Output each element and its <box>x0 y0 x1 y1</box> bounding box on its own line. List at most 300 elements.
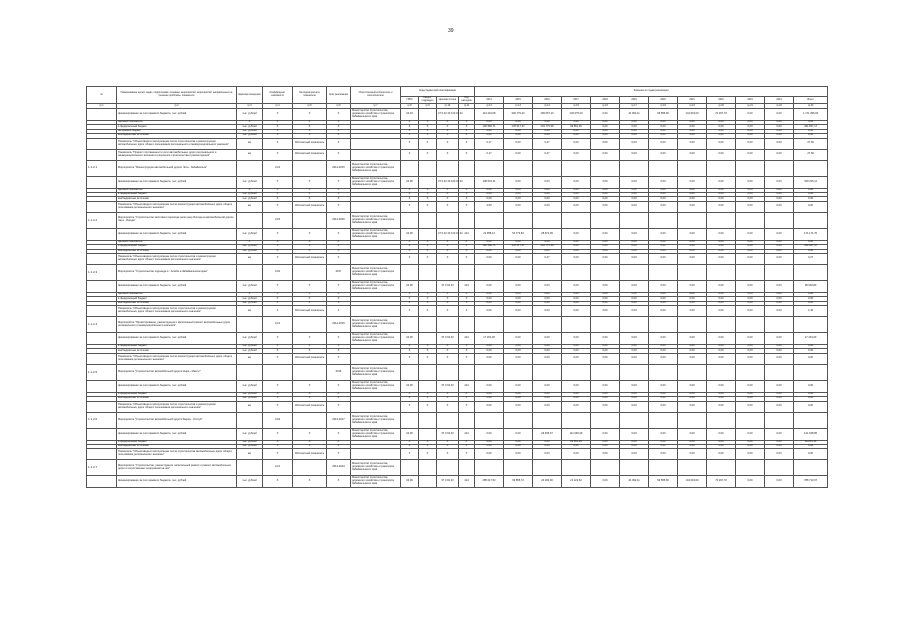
row-value: 0,00 <box>562 349 591 353</box>
row-value: 0,00 <box>562 245 591 249</box>
row-code: 1.1.2.5 <box>87 364 117 380</box>
row-value: 0,00 <box>649 197 678 201</box>
row-razdel: Х <box>419 297 437 301</box>
table-row <box>87 306 828 317</box>
row-target-article: Х <box>437 192 459 196</box>
row-method <box>293 412 327 428</box>
row-value: 0,00 <box>504 428 533 440</box>
row-value <box>678 317 707 333</box>
row-target-article: 37 0 02 43 <box>437 333 459 345</box>
row-value: 0,00 <box>707 353 736 364</box>
row-expense-type: 414 <box>459 280 475 292</box>
row-method <box>293 364 327 380</box>
column-index-cell: гр.4 <box>263 104 293 109</box>
row-value: 0,00 <box>504 129 533 133</box>
row-period: 2014-2015 <box>327 317 351 333</box>
row-value: 171 171,70 <box>794 228 828 240</box>
row-unit: км <box>237 253 263 264</box>
row-value: 0,00 <box>678 333 707 345</box>
row-value: 0,00 <box>649 188 678 192</box>
row-value: 0,00 <box>765 253 794 264</box>
row-value <box>620 160 649 176</box>
row-expense-type: 414 <box>459 380 475 392</box>
row-value: 0,00 <box>649 176 678 188</box>
row-value: 0,27 <box>794 253 828 264</box>
row-value: 0,00 <box>504 349 533 353</box>
row-value: 100 580,71 <box>475 125 504 129</box>
row-unit: тыс. рублей <box>237 134 263 138</box>
row-name: Показатель "Объем ввода в эксплуатацию после строительства и реконструкции автомобильных дорог общего пользования регионального и межмуниципального значения" <box>117 138 237 149</box>
row-grbs <box>401 212 419 228</box>
row-value <box>707 364 736 380</box>
row-value: 0,00 <box>707 129 736 133</box>
row-value: 0,00 <box>649 306 678 317</box>
row-target-article: Х <box>437 401 459 412</box>
row-value: 0,00 <box>591 109 620 121</box>
row-method <box>293 212 327 228</box>
row-razdel: Х <box>419 349 437 353</box>
row-razdel: Х <box>419 125 437 129</box>
row-expense-type: Х <box>459 249 475 253</box>
row-value: 0,00 <box>765 353 794 364</box>
table-row <box>87 264 828 280</box>
row-expense-type: Х <box>459 129 475 133</box>
row-value <box>707 317 736 333</box>
row-unit: Х <box>237 188 263 192</box>
row-executor: Министерство строительства, дорожного хозяйства и транспорта Забайкальского края <box>351 176 401 188</box>
table-body <box>87 104 828 488</box>
row-value: 0,00 <box>765 192 794 196</box>
row-value: 0,00 <box>475 449 504 460</box>
subheader-cell: 2022 <box>707 97 736 104</box>
row-target-article <box>437 212 459 228</box>
row-unit: тыс. рублей <box>237 197 263 201</box>
row-value: 0,00 <box>504 192 533 196</box>
row-value: 0,00 <box>620 125 649 129</box>
table-row <box>87 460 828 476</box>
col-coef: Коэффициент значимости <box>263 87 293 104</box>
row-name: Целевой показатель <box>117 121 237 125</box>
row-target-article <box>437 412 459 428</box>
row-value: 0,00 <box>736 149 765 160</box>
row-razdel <box>419 333 437 345</box>
row-value: 0,00 <box>591 201 620 212</box>
row-value: 0,00 <box>533 349 562 353</box>
row-value: 0,00 <box>736 228 765 240</box>
row-value: 0,00 <box>533 134 562 138</box>
row-value: 0,00 <box>765 445 794 449</box>
row-period: Х <box>327 134 351 138</box>
column-index-cell: гр.14 <box>533 104 562 109</box>
row-value: 0,00 <box>620 380 649 392</box>
row-value <box>707 264 736 280</box>
row-expense-type: Х <box>459 306 475 317</box>
row-value: 0,00 <box>678 134 707 138</box>
row-value: 0,00 <box>649 138 678 149</box>
row-coef: Х <box>263 440 293 444</box>
row-value: 0,00 <box>707 188 736 192</box>
row-target-article: Х <box>437 149 459 160</box>
row-value: 0,00 <box>794 134 828 138</box>
row-value: 0,00 <box>678 380 707 392</box>
row-value: 0,00 <box>504 297 533 301</box>
row-value: 0,00 <box>794 192 828 196</box>
row-value: 0,00 <box>504 121 533 125</box>
row-value: 0,00 <box>649 445 678 449</box>
row-value: 0,00 <box>504 149 533 160</box>
row-period: Х <box>327 297 351 301</box>
row-grbs: Х <box>401 353 419 364</box>
row-value <box>765 264 794 280</box>
row-value: 0,00 <box>678 301 707 305</box>
row-value: 0,00 <box>475 129 504 133</box>
row-period: Х <box>327 176 351 188</box>
row-value: 0,00 <box>678 240 707 244</box>
row-unit: тыс. рублей <box>237 345 263 349</box>
row-value: 0,00 <box>736 280 765 292</box>
row-period: Х <box>327 253 351 264</box>
row-method: Х <box>293 129 327 133</box>
row-executor <box>351 306 401 317</box>
row-expense-type: 414 <box>459 476 475 488</box>
row-razdel <box>419 380 437 392</box>
row-executor: Министерство строительства, дорожного хозяйства и транспорта Забайкальского края <box>351 228 401 240</box>
row-period: Х <box>327 188 351 192</box>
row-value: 70 297,70 <box>707 476 736 488</box>
row-razdel: Х <box>419 129 437 133</box>
column-index-cell: гр.18 <box>649 104 678 109</box>
row-value: 0,00 <box>794 349 828 353</box>
row-coef: Х <box>263 345 293 349</box>
row-value: 0,00 <box>533 176 562 188</box>
row-value: 0,00 <box>765 349 794 353</box>
row-value: 0,00 <box>678 125 707 129</box>
column-index-cell: гр.19 <box>678 104 707 109</box>
row-period: Х <box>327 149 351 160</box>
row-value: 0,00 <box>475 306 504 317</box>
row-value: 0,00 <box>591 297 620 301</box>
row-value: 113 419,68 <box>475 109 504 121</box>
row-name: Мероприятие "Строительство мостового перехода через реку Ингода на автомобильной дороге Чита - Ингода" <box>117 212 237 228</box>
row-unit: тыс. рублей <box>237 392 263 396</box>
row-coef: Х <box>263 138 293 149</box>
row-value: 0,00 <box>591 476 620 488</box>
row-coef: Х <box>263 306 293 317</box>
row-period: Х <box>327 392 351 396</box>
row-grbs: Х <box>401 125 419 129</box>
row-expense-type: Х <box>459 345 475 349</box>
row-value: 0,00 <box>649 401 678 412</box>
row-target-article: Х <box>437 345 459 349</box>
row-value <box>794 364 828 380</box>
row-grbs: Х <box>401 134 419 138</box>
row-value: 0,00 <box>620 297 649 301</box>
row-expense-type <box>459 412 475 428</box>
row-expense-type <box>459 460 475 476</box>
row-value: 0,00 <box>620 392 649 396</box>
row-target-article: Х <box>437 292 459 296</box>
row-value: 0,00 <box>707 440 736 444</box>
row-value: 0,00 <box>765 345 794 349</box>
row-coef: Х <box>263 176 293 188</box>
row-value: 0,00 <box>591 428 620 440</box>
row-method: Х <box>293 476 327 488</box>
row-value: 0,00 <box>562 353 591 364</box>
row-value <box>620 317 649 333</box>
row-value: 0,00 <box>678 121 707 125</box>
row-coef <box>263 364 293 380</box>
row-value: 0,00 <box>475 134 504 138</box>
row-code: 1.1.2.4 <box>87 317 117 333</box>
row-value: 0,00 <box>794 121 828 125</box>
row-value: 0,00 <box>707 138 736 149</box>
row-value: 0,00 <box>794 197 828 201</box>
row-value: 0,00 <box>765 109 794 121</box>
row-value: 0,00 <box>475 121 504 125</box>
row-code <box>87 149 117 160</box>
row-value: 0,00 <box>475 428 504 440</box>
row-target-article: 37 0 02 43 120 01 43 <box>437 228 459 240</box>
row-target-article: Х <box>437 121 459 125</box>
row-value: 0,00 <box>562 176 591 188</box>
row-value: 0,00 <box>707 306 736 317</box>
row-value: 108 015,11 <box>475 176 504 188</box>
row-period: Х <box>327 333 351 345</box>
subheader-cell: 2021 <box>678 97 707 104</box>
row-value: 0,00 <box>794 188 828 192</box>
row-name: финансирование за счет краевого бюджета, тыс. рублей <box>117 280 237 292</box>
row-expense-type: Х <box>459 397 475 401</box>
row-value: 0,00 <box>649 428 678 440</box>
row-coef: Х <box>263 297 293 301</box>
row-value: 0,00 <box>591 176 620 188</box>
row-value: 100 580,71 <box>475 245 504 249</box>
row-razdel <box>419 476 437 488</box>
row-value: 0,00 <box>736 345 765 349</box>
row-value: 0,00 <box>620 192 649 196</box>
row-value: 178 517,37 <box>504 245 533 249</box>
row-value: 0,00 <box>678 428 707 440</box>
row-method <box>293 460 327 476</box>
row-value: 0,00 <box>678 201 707 212</box>
row-razdel: Х <box>419 134 437 138</box>
row-value: 0,00 <box>504 353 533 364</box>
subheader-cell: 2024 <box>765 97 794 104</box>
row-value: 0,00 <box>475 397 504 401</box>
row-period: Х <box>327 292 351 296</box>
row-value: 0,00 <box>562 188 591 192</box>
row-value: 0,00 <box>794 401 828 412</box>
row-value: 0,00 <box>591 445 620 449</box>
row-target-article: Х <box>437 201 459 212</box>
row-expense-type: Х <box>459 134 475 138</box>
row-value: 134 775,38 <box>533 125 562 129</box>
row-target-article <box>437 460 459 476</box>
row-value <box>678 160 707 176</box>
row-grbs: Х <box>401 201 419 212</box>
row-value: 0,00 <box>533 445 562 449</box>
column-index-cell: гр.9 <box>419 104 437 109</box>
row-grbs: Х <box>401 445 419 449</box>
row-value: 0,00 <box>504 280 533 292</box>
row-unit <box>237 264 263 280</box>
row-coef: Х <box>263 401 293 412</box>
table-row <box>87 176 828 188</box>
row-period: Х <box>327 121 351 125</box>
row-value: 0,00 <box>678 297 707 301</box>
row-value <box>678 460 707 476</box>
row-value: 0,00 <box>736 134 765 138</box>
row-name: внебюджетные источники <box>117 134 237 138</box>
col-no: № <box>87 87 117 104</box>
row-value: 134 775,38 <box>533 245 562 249</box>
row-unit: тыс. рублей <box>237 297 263 301</box>
row-value: 0,00 <box>707 134 736 138</box>
row-value: 0,00 <box>533 201 562 212</box>
row-value: 0,00 <box>591 306 620 317</box>
row-unit <box>237 460 263 476</box>
row-value: 0,00 <box>649 249 678 253</box>
row-value: 0,00 <box>649 292 678 296</box>
row-value <box>533 364 562 380</box>
row-value: 0,00 <box>736 188 765 192</box>
row-method: Х <box>293 280 327 292</box>
row-unit: км <box>237 149 263 160</box>
row-value: 0,00 <box>591 333 620 345</box>
subheader-cell: Вид расходов <box>459 97 475 104</box>
row-expense-type: Х <box>459 240 475 244</box>
row-target-article: Х <box>437 245 459 249</box>
row-target-article: 37 0 02 43 <box>437 380 459 392</box>
row-value: 0,00 <box>562 449 591 460</box>
row-value: 0,00 <box>591 292 620 296</box>
row-value: 0,00 <box>620 129 649 133</box>
row-razdel: Х <box>419 201 437 212</box>
row-razdel <box>419 317 437 333</box>
column-index-cell: гр.8 <box>401 104 419 109</box>
row-target-article: 37 0 02 43 120 01 43 <box>437 109 459 121</box>
column-index-cell: гр.11 <box>459 104 475 109</box>
subheader-cell: 2016 <box>533 97 562 104</box>
row-grbs: Х <box>401 306 419 317</box>
row-value: 144 643,00 <box>678 109 707 121</box>
row-grbs: 04 09 <box>401 476 419 488</box>
row-unit: тыс. рублей <box>237 109 263 121</box>
row-period: Х <box>327 306 351 317</box>
row-value: 0,00 <box>736 292 765 296</box>
row-expense-type: Х <box>459 149 475 160</box>
row-value: 0,00 <box>736 440 765 444</box>
row-period: Х <box>327 445 351 449</box>
row-target-article: Х <box>437 449 459 460</box>
row-value: 0,00 <box>475 349 504 353</box>
row-value <box>504 317 533 333</box>
row-value: 0,00 <box>620 301 649 305</box>
row-period: Х <box>327 138 351 149</box>
row-value <box>591 460 620 476</box>
row-grbs: 04 09 <box>401 428 419 440</box>
row-value: 0,00 <box>736 397 765 401</box>
row-value: 0,00 <box>533 188 562 192</box>
row-value: 0,00 <box>765 249 794 253</box>
row-value: 0,00 <box>533 297 562 301</box>
row-value: 0,00 <box>736 197 765 201</box>
row-value: 0,00 <box>562 445 591 449</box>
row-value: 0,00 <box>649 297 678 301</box>
row-value <box>504 212 533 228</box>
row-value: 0,00 <box>649 201 678 212</box>
row-grbs: Х <box>401 349 419 353</box>
row-value <box>736 317 765 333</box>
table-row <box>87 401 828 412</box>
row-value: 0,00 <box>736 333 765 345</box>
row-value <box>533 460 562 476</box>
subheader-cell: 2015 <box>504 97 533 104</box>
row-value: 0,00 <box>649 353 678 364</box>
row-name: Показатель "Объем ввода в эксплуатацию после строительства автомобильных дорог общего пользования регионального значения" <box>117 449 237 460</box>
row-value: 285 017,52 <box>475 476 504 488</box>
row-name: внебюджетные источники <box>117 445 237 449</box>
row-value: 0,00 <box>591 353 620 364</box>
row-coef: Х <box>263 253 293 264</box>
row-code <box>87 280 117 292</box>
column-index-cell: гр.20 <box>707 104 736 109</box>
row-coef: Х <box>263 445 293 449</box>
row-unit <box>237 212 263 228</box>
row-value: 0,00 <box>620 149 649 160</box>
row-method: Х <box>293 392 327 396</box>
row-expense-type: Х <box>459 292 475 296</box>
row-razdel: Х <box>419 440 437 444</box>
row-grbs: Х <box>401 245 419 249</box>
row-value: 0,00 <box>649 449 678 460</box>
row-value: 0,00 <box>620 349 649 353</box>
column-index-cell: гр.22 <box>765 104 794 109</box>
row-method: Х <box>293 197 327 201</box>
row-value: 0,00 <box>504 440 533 444</box>
row-period: Х <box>327 125 351 129</box>
row-coef: Х <box>263 449 293 460</box>
row-value: 17 291,00 <box>794 333 828 345</box>
row-value: 0,00 <box>678 129 707 133</box>
row-name: Показатель "Объем ввода в эксплуатацию после строительства и реконструкции автомобильных дорог общего пользования регионального значения" <box>117 306 237 317</box>
row-value <box>591 212 620 228</box>
row-razdel: Х <box>419 138 437 149</box>
row-coef: 0,21 <box>263 317 293 333</box>
table-row <box>87 317 828 333</box>
program-table <box>86 86 828 488</box>
subheader-cell: 2017 <box>562 97 591 104</box>
row-unit: тыс. рублей <box>237 301 263 305</box>
row-name: внебюджетные источники <box>117 301 237 305</box>
row-expense-type: Х <box>459 253 475 264</box>
row-value: 0,00 <box>591 149 620 160</box>
row-value <box>591 364 620 380</box>
row-name: в федеральный бюджет <box>117 392 237 396</box>
row-value: 0,00 <box>504 401 533 412</box>
row-unit: тыс. рублей <box>237 176 263 188</box>
row-grbs <box>401 412 419 428</box>
row-value: 0,00 <box>765 333 794 345</box>
row-method: Х <box>293 188 327 192</box>
row-value: 28 902,80 <box>794 280 828 292</box>
row-value: 0,00 <box>707 125 736 129</box>
row-value <box>765 160 794 176</box>
row-expense-type: 414 <box>459 228 475 240</box>
row-name: внебюджетные источники <box>117 349 237 353</box>
row-method: Х <box>293 397 327 401</box>
row-grbs: Х <box>401 440 419 444</box>
